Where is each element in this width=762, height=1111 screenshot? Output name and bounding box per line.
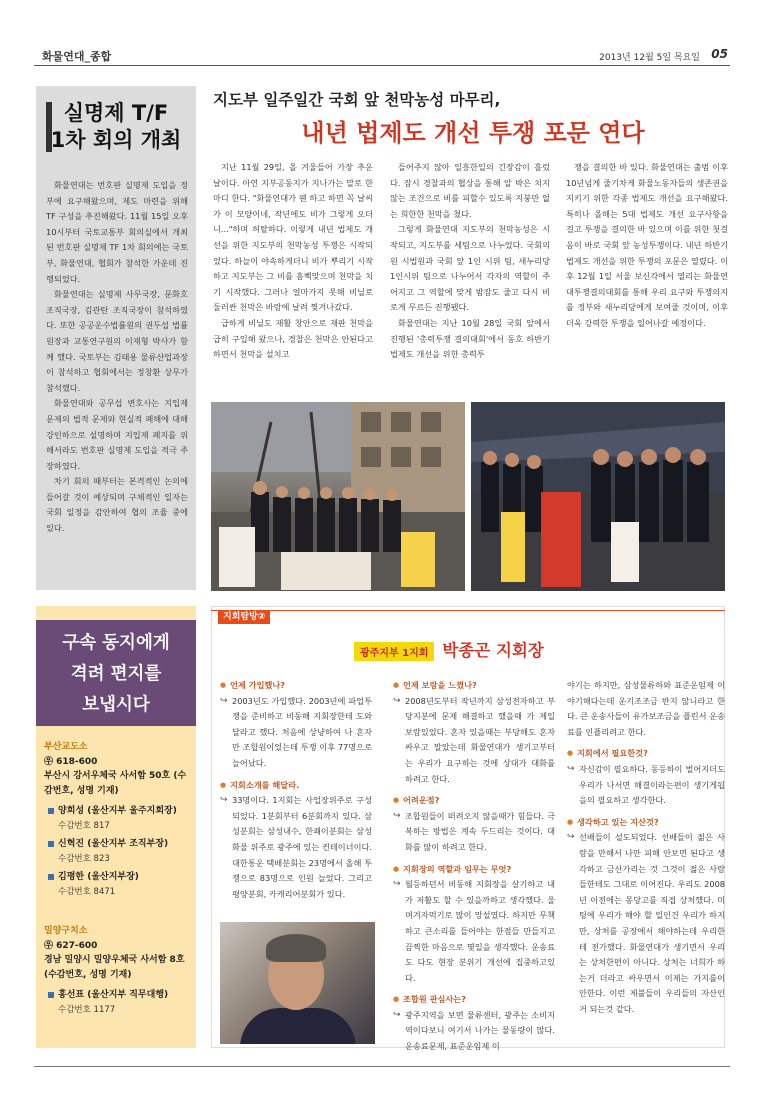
tf-paragraph: 화물연대는 번호판 실명제 도입을 정부에 요구해왔으며, 제도 마련을 위해 TF 구성을 추진해왔다. 11월 15일 오후 10시부터 국토교통부 회의실에서 개최된 번호판 실명제 TF 1차 회의에는 국토부, 화물연대, 협회가 참석한 가운데 진행되었다.: [46, 180, 188, 284]
answer: ↪ 월등하던서 비동해 지회장을 살기하고 내가 저활도 할 수 있을까하고 생각했다. 울며겨자먹기로 많이 망설였다. 하지만 무책하고 큰소리를 들어야는 한점들 만들지고 끔찍한 마음으로 몇일을 생각했다. 운송료도 다도 현장 분위기 개선에 집중하고있다.: [393, 877, 555, 986]
interview-column-1: [220, 678, 372, 908]
answer: ↪ 2008년도부터 작년까지 삼성전자하고 부당지분에 문제 해결하고 했을때 가 제일 보람있었다. 혼자 있을때는 부당해도 혼자 싸우고 말았는데 화물연대가 생기고부터는 우리가 요구하는 것에 상대가 대화를 하려고 한다.: [393, 694, 555, 788]
interviewee-name: 박종곤 지회장: [442, 641, 544, 660]
question: ● 언제 가입했나?: [220, 678, 372, 694]
prison-zip: ㉾ 627-600: [44, 940, 98, 951]
interviewee-photo: [220, 922, 375, 1044]
section-label: 화물연대_종합: [42, 50, 112, 63]
rally-photo-left: [211, 402, 465, 591]
rally-photo-right-image: [471, 402, 725, 591]
inmate-item: 김평한 (울산지부장) 수감번호 8471: [58, 870, 192, 899]
tf-sidebar: [36, 86, 196, 590]
question: ● 지회소개를 해달라.: [220, 778, 372, 794]
prison-address: 부산시 강서우체국 사서함 50호 (수감번호, 성명 기재): [44, 771, 187, 796]
interviewee-heading: [354, 637, 544, 661]
answer: ↪ 33명이다. 1지회는 사업장위주로 구성되었다. 1분회부터 6분회까지 있다. 삼성분회는 삼성내수, 한쾌이분회는 삼성화물 위주로 광주에 있는 컨테이너이다. 대한통운 택배분회는 23명에서 올해 투쟁으로 83명으로 인원 늘었다. 그리고 평양분회, 카캐리어분회가 있다.: [220, 793, 372, 902]
question: ● 언제 보람을 느꼈나?: [393, 678, 555, 694]
interview-column-3: [567, 678, 725, 1023]
question: ● 조합원 관심사는?: [393, 992, 555, 1008]
page-number: 05: [711, 47, 728, 61]
prison-name: 부산교도소: [44, 742, 88, 752]
answer-continued: 야기는 하지만, 삼성물류하와 표준운임제 이야기해다는데 운기조조금 반지 않니라고 한다. 큰 운송사들이 유가보조금을 플린서 운송료를 인플리려고 한다.: [567, 680, 725, 737]
inmate-item: 신혁진 (울산지부 조직부장) 수감번호 823: [58, 837, 192, 866]
question: ● 생각하고 있는 지산것?: [567, 815, 725, 831]
interview-column-2: [393, 678, 555, 1061]
answer: ↪ 선배들이 설도되었다. 선배들이 젊은 사람을 만해서 나만 피해 안보면 된다고 생각하고 금산가리는 것 그것이 젊은 사람들한테도 그대로 이어진다. 우리도 2008년 이전에는 몽당고를 직접 상처했다. 미팅에 우리가 해야 할 일인건 우리가 하지만, 상처를 공장에서 해야하는데 우리한테 전가했다. 화물연대가 생기면서 우리는 상처한편이 아니다. 상처는 너희가 하는거 더라고 싸우면서 이제는 가지를이 안한다. 이런 제불들이 우리들의 자산인 거 되는것 같다.: [567, 830, 725, 1017]
prison-name: 밀양구치소: [44, 926, 88, 936]
prison-address: 경남 밀양시 밀양우체국 사서함 8호 (수감번호, 성명 기재): [44, 955, 185, 980]
interview-rule: [211, 610, 725, 611]
article-headline: 내년 법제도 개선 투쟁 포문 연다: [301, 119, 645, 147]
article-column-2: 들어주지 않아 일흥한일의 긴장감이 흘렀다. 잠시 경찰과의 협상을 통해 알 박은 치지 않는 조건으로 비를 피할수 있도록 지붕만 없는 희한한 천막을 쳤다. 그렇게 화물연대 지도부의 천막농성은 시작되고, 지도부를 세팀으로 나누었다. 국회의원 시법원과 국회 앞 1인 시위 팀, 새누리당 1인시위 팀으로 나누어서 각자의 역할이 주어지고 그 역할에 맞게 밤잠도 줄고 다시 비로게 무르든 진행됐다. 화물연대는 지난 10월 28일 국회 앞에서 진행된 '총력투쟁 결의대회'에서 동호 하반기 법제도 개선을 위한 총력투: [390, 162, 550, 360]
answer: ↪ 자신감이 필요하다. 동등하이 벌어지더도 우리가 나서면 해결이라는편이 생기게됩을의 필요하고 생각한다.: [567, 762, 725, 809]
tf-paragraph: 화물연대는 실명제 사무국장, 문화호 조직국장, 김관탄 조직국장이 참석하였다. 또한 공공운수법률원의 권두섭 법률원장과 교통연구원의 이재형 박사가 함께 했다. 국토부는 김태용 물류산업과장이 참석하고 협회에서는 정창환 상무가 참석했다.: [46, 289, 188, 393]
article-column-3: 쟁을 결의한 바 있다. 화물연대는 출범 이후 10년넘게 줄기차게 화물노동자들의 생존권을 지키기 위한 각종 법제도 개선을 요구해왔다. 특히나 올해는 5대 법제도 개선 요구사항을 걸고 투쟁을 결의한 바 있으며 이를 위한 첫걸음이 바로 국회 앞 농성투쟁이다. 내년 하반기 법제도 개선을 위한 투쟁의 포문은 열렸다. 이후 12월 1일 서울 보신각에서 열리는 화물연대투쟁결의대회를 통해 우리 요구와 투쟁의지를 정부와 새누리당에게 보여줄 것이며, 이후 더욱 강력한 투쟁을 일어나갈 예정이다.: [566, 162, 728, 328]
answer: ↪ 광주지역을 보면 물류센터, 광주는 소비지역이다보니 여기서 나가는 물동량이 많다. 운송료문제, 표준운임제 이: [393, 1008, 555, 1055]
prison-zip: ㉾ 618-600: [44, 756, 98, 767]
letter-box-title: 구속 동지에게 격려 편지를 보냅시다: [36, 620, 196, 726]
question: ● 어려운점?: [393, 793, 555, 809]
inmate-item: 양희성 (울산지부 울주지회장) 수감번호 817: [58, 804, 192, 833]
tf-paragraph: 화물연대와 공무섭 변호사는 지입제 문제의 법적 문제와 현실적 폐해에 대해 강인하으로 설명하며 지입제 폐지를 위해서라도 번호판 실명제 도입을 적극 주장하였다.: [46, 398, 188, 471]
answer: ↪ 조합원들이 떠려오지 않을때가 힘들다. 극복하는 방법은 계속 두드리는 것이다. 대화를 많이 하려고 한다.: [393, 809, 555, 856]
tf-body: [46, 178, 188, 537]
footer-rule: [34, 1066, 730, 1067]
tf-paragraph: 차기 회의 때부터는 본격적인 논의에 들어갈 것이 예상되며 구체적인 일자는 국회 일정을 감안하여 협의 조율 중에 있다.: [46, 476, 188, 534]
rally-photo-right: [471, 402, 725, 591]
article-subheadline: 지도부 일주일간 국회 앞 천막농성 마무리,: [213, 91, 501, 109]
prison-miryang: [44, 924, 192, 1017]
tf-title: 실명제 T/F 1차 회의 개최: [50, 101, 182, 152]
prison-busan: [44, 740, 192, 899]
interview-tag: 지회탐방②: [218, 610, 270, 624]
article-column-1: 지난 11월 29일, 올 겨울들어 가장 추운 날이다. 아연 지부공동지가 지나가는 말로 한마디 한다. "화물연대가 웬 하고 하면 꼭 날씨가 이 모양이네, 작년에도 비가 그렇게 오더니..."하며 허탈하다. 이렇게 내년 법제도 개선을 위한 지도부의 천막농성 투쟁은 시작되었다. 하늘이 야속하게더니 비가 뿌리기 시작하고 지도부는 그 비를 흠뻑맞으며 천막을 치기 시작했다. 그러나 얼마가지 못해 비닐로 둘러싼 천막은 바람에 날려 찢겨나갔다. 급하게 비닐도 재활 창안으로 재판 천막을 급히 구입해 왔으나, 경찰은 천막은 안된다고 하면서 천막을 설치고: [213, 162, 373, 360]
issue-date: 2013년 12월 5일 목요일: [599, 53, 700, 63]
answer: ↪ 2003년도 가입했다. 2003년에 파업투쟁을 준비하고 비동해 지회장한테 도와달라고 했다. 처음에 상냥하여 나 혼자만 조합원이었는데 투쟁 이후 77명으로 늘어났다.: [220, 694, 372, 772]
branch-badge: 광주지부 1지회: [354, 642, 434, 661]
question: ● 지회장의 역할과 임무는 무엇?: [393, 862, 555, 878]
page-header: [34, 44, 730, 66]
rally-photo-left-image: [211, 402, 465, 591]
prison-letter-box: [36, 606, 196, 1048]
inmate-item: 홍선표 (울산지부 직무대행) 수감번호 1177: [58, 988, 192, 1017]
question: ● 지회에서 필요한것?: [567, 746, 725, 762]
